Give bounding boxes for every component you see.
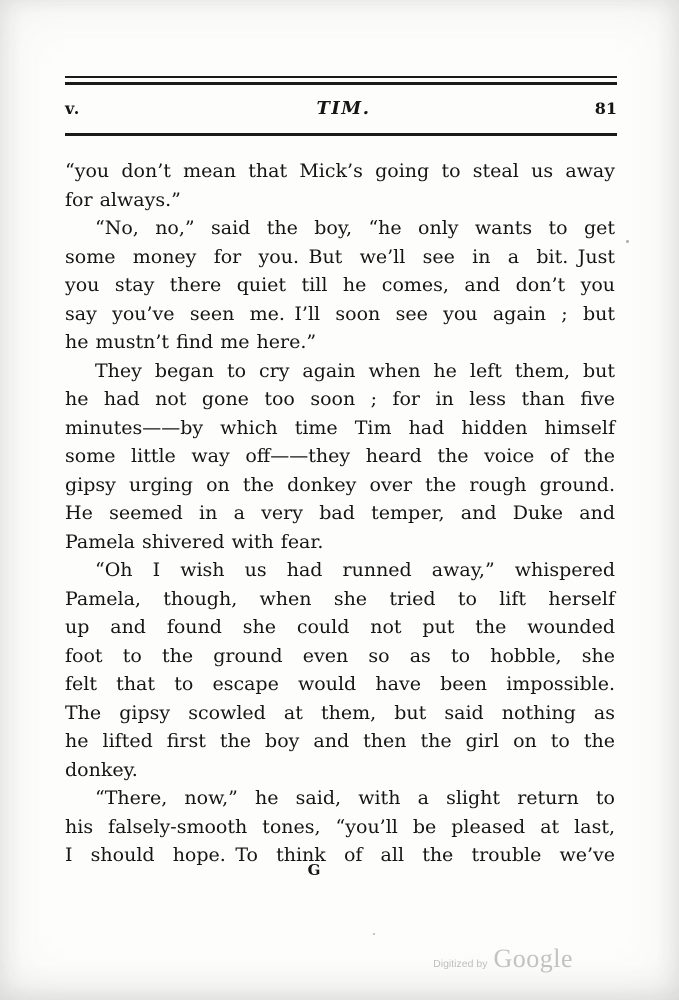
text-line: he mustn’t find me here.” xyxy=(65,331,317,353)
text-line: you stay there quiet till he comes, and don’t you xyxy=(65,274,615,296)
text-line: Pamela shivered with fear. xyxy=(65,530,324,553)
text-line: They began to cry again when he left them, but xyxy=(95,359,615,382)
running-head xyxy=(65,98,617,124)
text-line: he had not gone too soon ; for in less than five xyxy=(65,388,615,410)
text-line: Pamela, though, when she tried to lift herself xyxy=(65,587,615,610)
body-text xyxy=(65,157,615,870)
text-line: “There, now,” he said, with a slight return to xyxy=(95,787,615,809)
text-line: some little way off——they heard the voice of the xyxy=(65,445,615,467)
text-line: up and found she could not put the wounded xyxy=(65,616,615,638)
text-line: say you’ve seen me. I’ll soon see you again ; but xyxy=(65,302,615,325)
scan-speck xyxy=(626,240,629,243)
running-title: TIM. xyxy=(316,98,371,119)
google-logo: Google xyxy=(493,944,573,973)
text-line: donkey. xyxy=(65,758,138,781)
watermark-prefix-label: Digitized by xyxy=(433,958,488,970)
header-bottom-rule xyxy=(65,133,617,136)
text-line: I should hope. To think of all the trouble we’ve xyxy=(65,844,615,866)
signature-mark: G xyxy=(307,861,321,879)
watermark xyxy=(433,944,573,974)
text-line: some money for you. But we’ll see in a bit. Just xyxy=(65,245,615,268)
header-top-rule xyxy=(65,76,617,85)
page-number: 81 xyxy=(594,99,617,118)
chapter-number: v. xyxy=(65,99,81,118)
text-line: minutes——by which time Tim had hidden himself xyxy=(65,416,615,439)
text-line: “Oh I wish us had runned away,” whispered xyxy=(95,559,615,581)
text-line: The gipsy scowled at them, but said nothing as xyxy=(65,701,615,724)
page-header xyxy=(65,76,617,136)
scan-speck xyxy=(373,933,375,935)
text-line: gipsy urging on the donkey over the rough ground. xyxy=(65,473,615,496)
text-line: He seemed in a very bad temper, and Duke and xyxy=(65,502,615,524)
text-line: he lifted first the boy and then the girl on to the xyxy=(65,730,615,752)
text-line: for always.” xyxy=(65,188,181,211)
text-line: “No, no,” said the boy, “he only wants to get xyxy=(95,217,615,239)
text-line: foot to the ground even so as to hobble, she xyxy=(65,644,615,667)
text-line: his falsely-smooth tones, “you’ll be pleased at last, xyxy=(65,815,615,838)
text-line: felt that to escape would have been impossible. xyxy=(65,673,615,695)
text-line: “you don’t mean that Mick’s going to steal us away xyxy=(65,160,615,182)
